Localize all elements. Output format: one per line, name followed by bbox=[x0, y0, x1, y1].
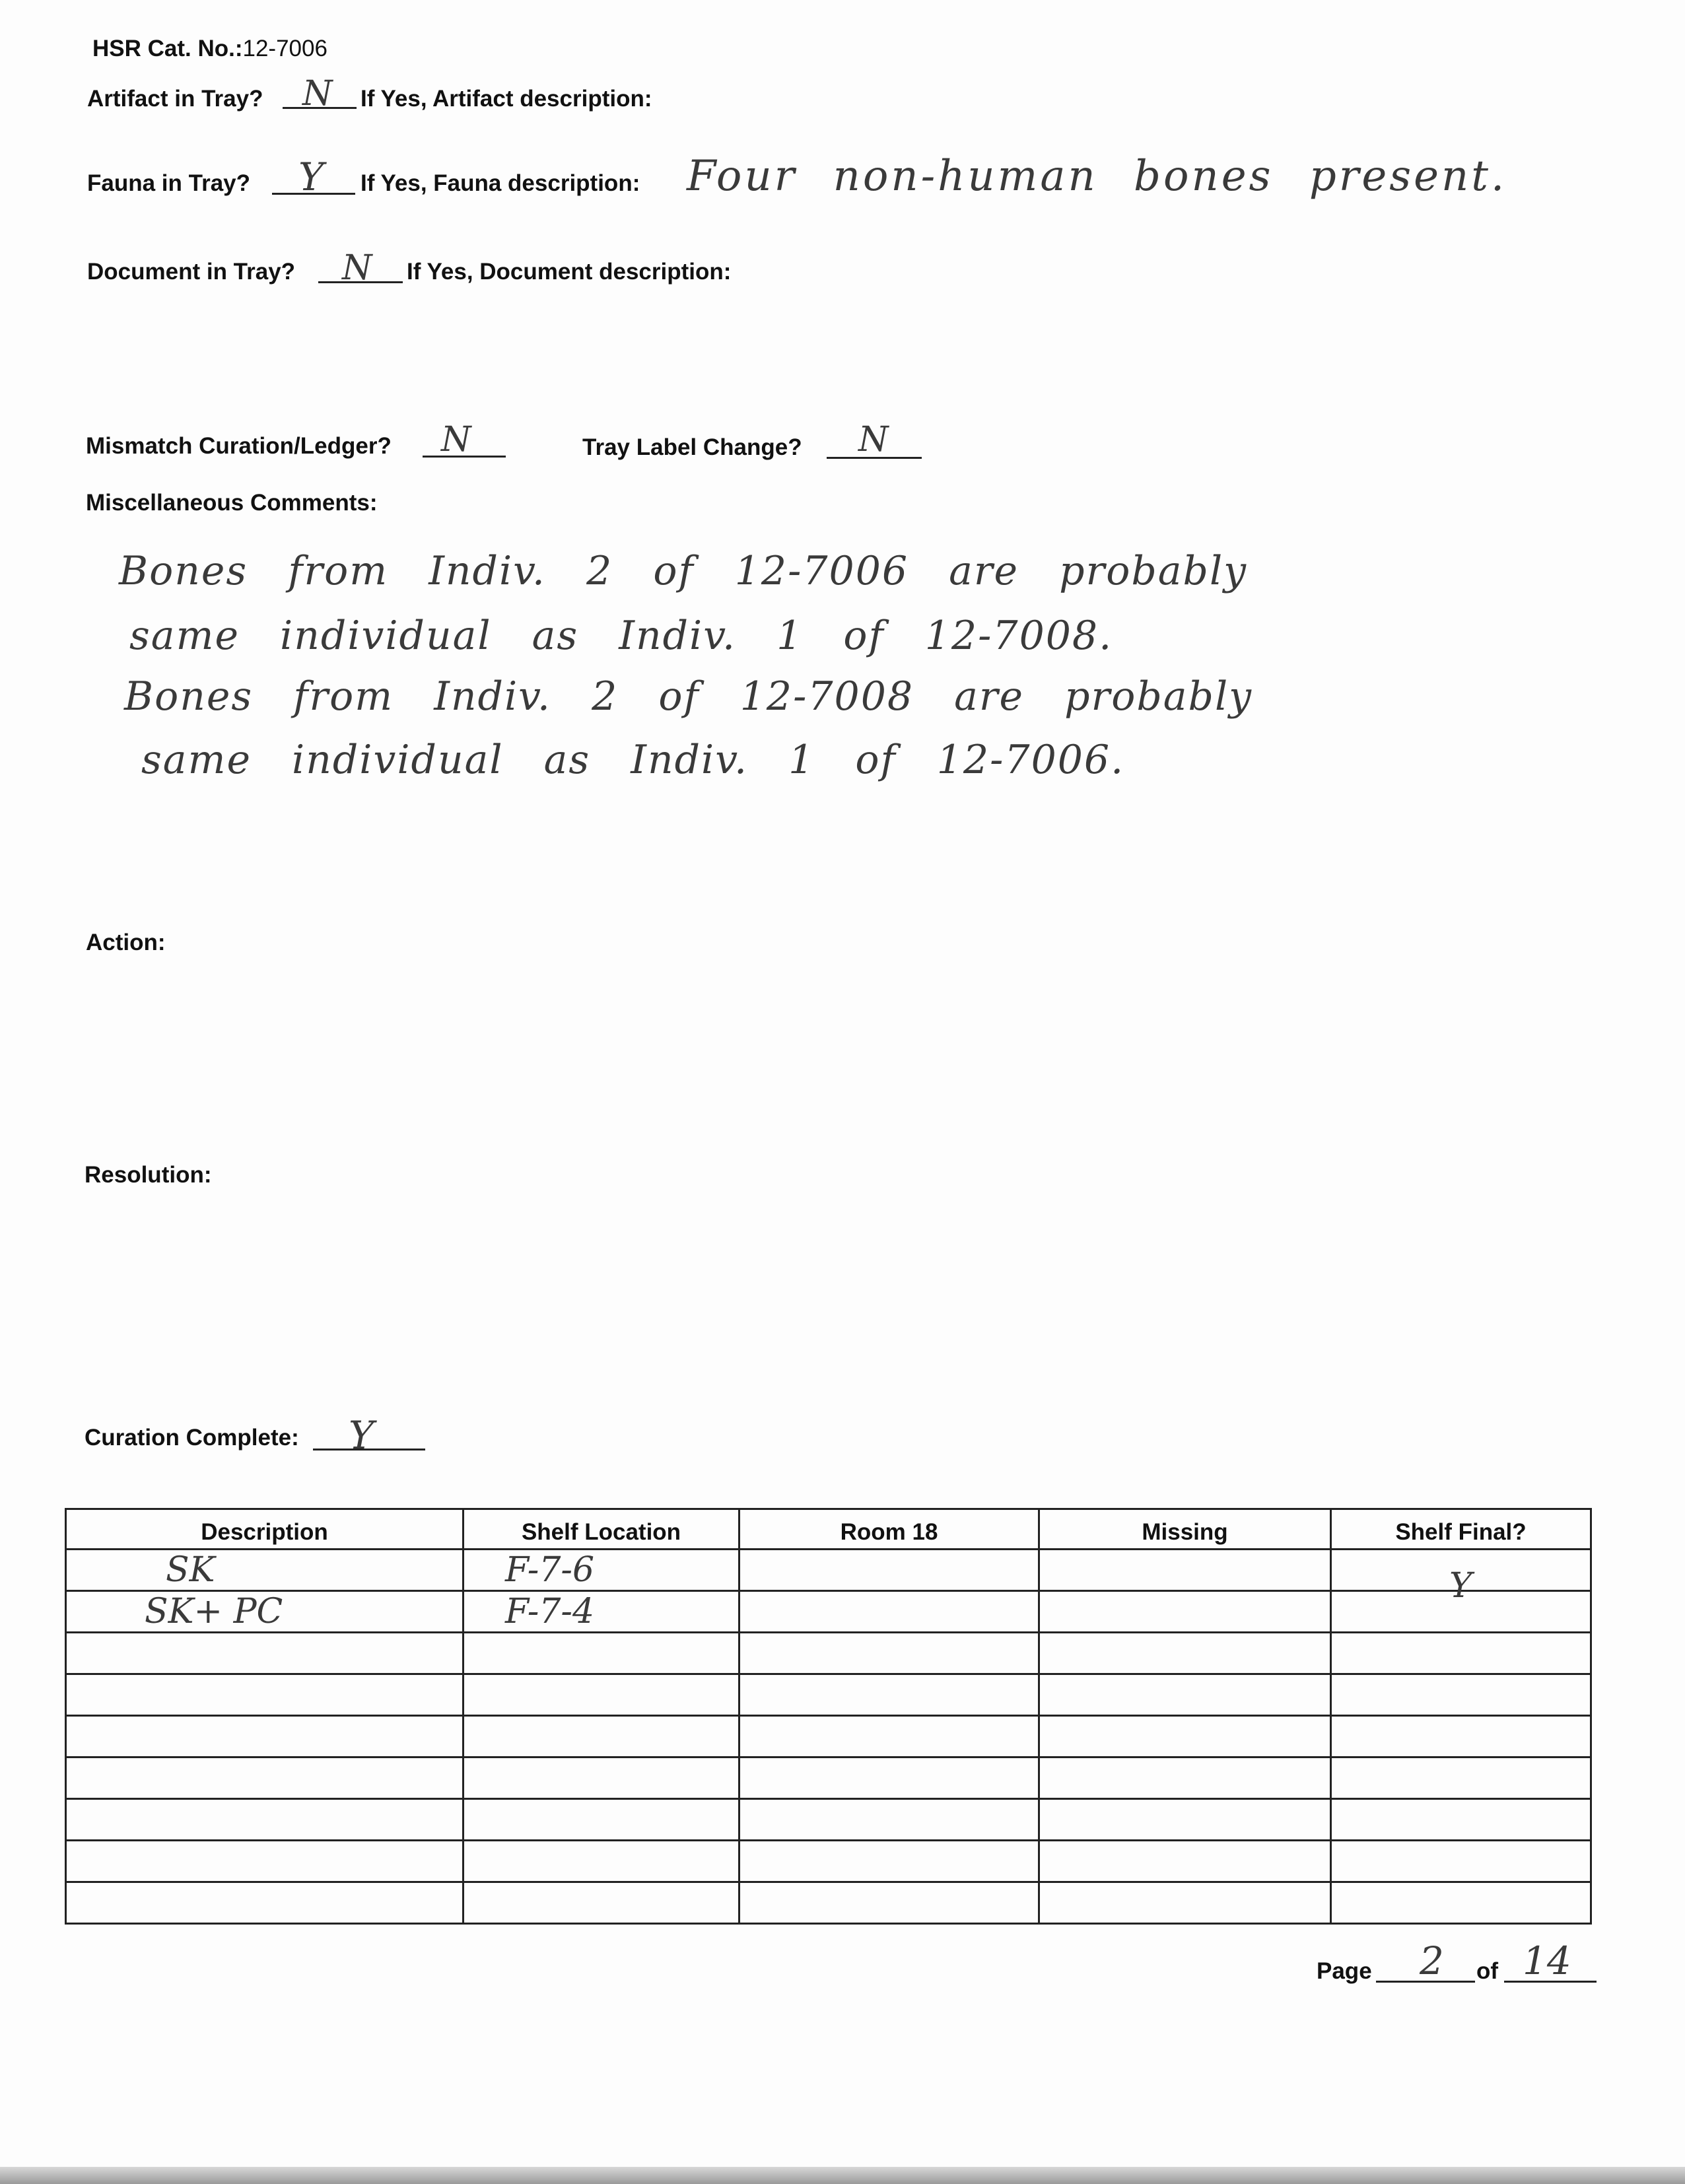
table-cell-shelf-final[interactable] bbox=[1331, 1674, 1591, 1716]
table-cell-room-18[interactable] bbox=[739, 1674, 1039, 1716]
table-row bbox=[66, 1716, 1591, 1757]
table-cell-shelf-location[interactable] bbox=[464, 1841, 739, 1882]
table-cell-missing[interactable] bbox=[1039, 1757, 1331, 1799]
table-cell-room-18[interactable] bbox=[739, 1757, 1039, 1799]
table-cell-description[interactable] bbox=[66, 1591, 464, 1633]
page-number-value: 2 bbox=[1420, 1938, 1444, 1983]
artifact-value: N bbox=[302, 74, 333, 114]
column-header-room-18: Room 18 bbox=[739, 1509, 1039, 1550]
miscellaneous-comments-label: Miscellaneous Comments: bbox=[86, 490, 378, 516]
table-cell-shelf-location[interactable] bbox=[464, 1757, 739, 1799]
table-cell-description[interactable] bbox=[66, 1674, 464, 1716]
table-cell-room-18[interactable] bbox=[739, 1550, 1039, 1591]
of-label: of bbox=[1476, 1958, 1499, 1984]
table-cell-room-18[interactable] bbox=[739, 1882, 1039, 1924]
table-cell-description[interactable] bbox=[66, 1799, 464, 1841]
table-cell-missing[interactable] bbox=[1039, 1799, 1331, 1841]
comment-line-2: same individual as Indiv. 1 of 12-7008. bbox=[129, 613, 1113, 659]
table-cell-missing[interactable] bbox=[1039, 1716, 1331, 1757]
scan-bottom-edge bbox=[0, 2167, 1685, 2184]
catalog-number-label: HSR Cat. No.: bbox=[92, 36, 243, 61]
column-header-shelf-location: Shelf Location bbox=[464, 1509, 739, 1550]
table-row bbox=[66, 1550, 1591, 1591]
fauna-description-value: Four non-human bones present. bbox=[687, 152, 1507, 201]
table-cell-shelf-location[interactable] bbox=[464, 1716, 739, 1757]
table-cell-room-18[interactable] bbox=[739, 1841, 1039, 1882]
curation-complete-value: Y bbox=[349, 1413, 374, 1458]
cell-value: SK bbox=[166, 1550, 215, 1590]
table-cell-missing[interactable] bbox=[1039, 1674, 1331, 1716]
table-cell-shelf-final[interactable] bbox=[1331, 1799, 1591, 1841]
table-row bbox=[66, 1841, 1591, 1882]
cell-value: F-7-4 bbox=[505, 1592, 595, 1631]
fauna-value: Y bbox=[298, 154, 324, 199]
table-row bbox=[66, 1882, 1591, 1924]
document-label: Document in Tray? bbox=[87, 259, 296, 285]
table-cell-shelf-final[interactable] bbox=[1331, 1716, 1591, 1757]
table-row bbox=[66, 1799, 1591, 1841]
table-cell-shelf-final[interactable] bbox=[1331, 1633, 1591, 1674]
table-header-row bbox=[66, 1509, 1591, 1550]
table-cell-missing[interactable] bbox=[1039, 1882, 1331, 1924]
table-cell-missing[interactable] bbox=[1039, 1841, 1331, 1882]
document-value: N bbox=[342, 248, 372, 288]
table-cell-shelf-final[interactable] bbox=[1331, 1841, 1591, 1882]
mismatch-value: N bbox=[441, 420, 471, 460]
fauna-description-label: If Yes, Fauna description: bbox=[361, 170, 640, 196]
page-label: Page bbox=[1317, 1958, 1372, 1984]
table-cell-description[interactable] bbox=[66, 1757, 464, 1799]
document-description-label: If Yes, Document description: bbox=[407, 259, 732, 285]
table-cell-room-18[interactable] bbox=[739, 1591, 1039, 1633]
table-cell-shelf-final[interactable] bbox=[1331, 1550, 1591, 1606]
catalog-number-value: 12-7006 bbox=[242, 36, 327, 61]
fauna-label: Fauna in Tray? bbox=[87, 170, 250, 196]
page-total-value: 14 bbox=[1523, 1938, 1571, 1983]
artifact-description-label: If Yes, Artifact description: bbox=[361, 86, 652, 112]
curation-location-table bbox=[65, 1508, 1592, 1925]
table-cell-shelf-location[interactable] bbox=[464, 1882, 739, 1924]
table-cell-room-18[interactable] bbox=[739, 1716, 1039, 1757]
table-cell-description[interactable] bbox=[66, 1550, 464, 1591]
column-header-description: Description bbox=[66, 1509, 464, 1550]
table-cell-description[interactable] bbox=[66, 1633, 464, 1674]
catalog-number bbox=[92, 36, 327, 62]
table-cell-description[interactable] bbox=[66, 1716, 464, 1757]
table-cell-shelf-location[interactable] bbox=[464, 1591, 739, 1633]
table-cell-missing[interactable] bbox=[1039, 1633, 1331, 1674]
table-cell-shelf-final[interactable] bbox=[1331, 1882, 1591, 1924]
comment-line-3: Bones from Indiv. 2 of 12-7008 are probably bbox=[124, 673, 1253, 720]
table-cell-shelf-location[interactable] bbox=[464, 1674, 739, 1716]
comment-line-4: same individual as Indiv. 1 of 12-7006. bbox=[141, 737, 1125, 783]
table-row bbox=[66, 1633, 1591, 1674]
column-header-missing: Missing bbox=[1039, 1509, 1331, 1550]
table-row bbox=[66, 1757, 1591, 1799]
table-cell-shelf-location[interactable] bbox=[464, 1799, 739, 1841]
table-cell-shelf-location[interactable] bbox=[464, 1633, 739, 1674]
cell-value: F-7-6 bbox=[505, 1550, 595, 1590]
resolution-label: Resolution: bbox=[85, 1162, 212, 1188]
table-cell-description[interactable] bbox=[66, 1841, 464, 1882]
column-header-shelf-final: Shelf Final? bbox=[1331, 1509, 1591, 1550]
cell-value: SK+ PC bbox=[145, 1592, 283, 1631]
action-label: Action: bbox=[86, 930, 166, 955]
curation-complete-label: Curation Complete: bbox=[85, 1425, 299, 1450]
table-cell-missing[interactable] bbox=[1039, 1550, 1331, 1591]
table-cell-missing[interactable] bbox=[1039, 1591, 1331, 1633]
artifact-label: Artifact in Tray? bbox=[87, 86, 263, 112]
table-cell-room-18[interactable] bbox=[739, 1799, 1039, 1841]
table-cell-shelf-location[interactable] bbox=[464, 1550, 739, 1591]
tray-label-change-value: N bbox=[858, 420, 889, 460]
comment-line-1: Bones from Indiv. 2 of 12-7006 are probably bbox=[119, 548, 1248, 594]
tray-label-change-label: Tray Label Change? bbox=[582, 434, 802, 460]
table-row bbox=[66, 1591, 1591, 1633]
mismatch-label: Mismatch Curation/Ledger? bbox=[86, 433, 392, 459]
table-cell-shelf-final[interactable] bbox=[1331, 1757, 1591, 1799]
table-cell-room-18[interactable] bbox=[739, 1633, 1039, 1674]
cell-value: Y bbox=[1449, 1566, 1472, 1606]
table-row bbox=[66, 1674, 1591, 1716]
table-cell-description[interactable] bbox=[66, 1882, 464, 1924]
